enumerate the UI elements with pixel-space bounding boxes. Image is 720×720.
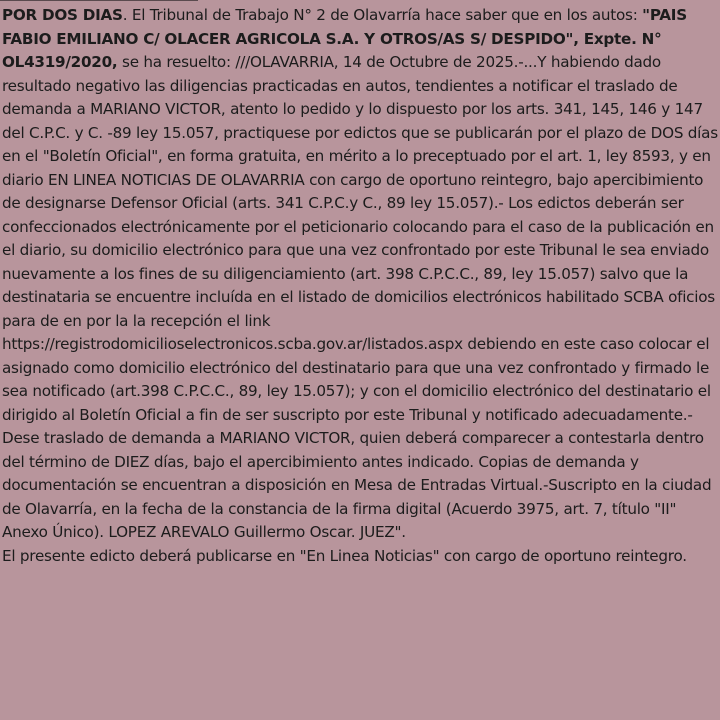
top-rule	[0, 0, 198, 1]
case-title: "PAIS FABIO EMILIANO C/ OLACER AGRICOLA S.A. Y OTROS/AS S/ DESPIDO", Expte. N° OL4319/2020,	[2, 6, 687, 71]
edict-closing: El presente edicto deberá publicarse en "En Linea Noticias" con cargo de oportuno reintegro.	[2, 546, 687, 565]
edict-heading: POR DOS DIAS	[2, 6, 123, 24]
edict-body: se ha resuelto: ///OLAVARRIA, 14 de Octubre de 2025.-...Y habiendo dado resultado negativo las diligencias practicadas en autos, tendientes a notificar el traslado de demanda a MARIANO VICTOR, atento lo pedido y lo dispuesto por los arts. 341, 145, 146 y 147 del C.P.C. y C. -89 ley 15.057, practiquese por edictos que se publicarán por el plazo de DOS días en el "Boletín Oficial", en forma gratuita, en mérito a lo preceptuado por el art. 1, ley 8593, y en diario EN LINEA NOTICIAS DE OLAVARRIA con cargo de oportuno reintegro, bajo apercibimiento de designarse Defensor Oficial (arts. 341 C.P.C.y C., 89 ley 15.057).- Los edictos deberán ser confeccionados electrónicamente por el peticionario colocando para el caso de la publicación en el diario, su domicilio electrónico para que una vez confrontado por este Tribunal le sea enviado nuevamente a los fines de su diligenciamiento (art. 398 C.P.C.C., 89, ley 15.057) salvo que la destinataria se encuentre incluída en el listado de domicilios electrónicos habilitado SCBA oficios para de en por la la recepción el link https://registrodomicilioselectronicos.scba.gov.ar/listados.aspx debiendo en este caso colocar el asignado como domicilio electrónico del destinatario para que una vez confrontado y firmado le sea notificado (art.398 C.P.C.C., 89, ley 15.057); y con el domicilio electrónico del destinatario el dirigido al Boletín Oficial a fin de ser suscripto por este Tribunal y notificado adecuadamente.- Dese traslado de demanda a MARIANO VICTOR, quien deberá comparecer a contestarla dentro del término de DIEZ días, bajo el apercibimiento antes indicado. Copias de demanda y documentación se encuentran a disposición en Mesa de Entradas Virtual.-Suscripto en la ciudad de Olavarría, en la fecha de la constancia de la firma digital (Acuerdo 3975, art. 7, título "II" Anexo Único). LOPEZ AREVALO Guillermo Oscar. JUEZ".	[2, 53, 718, 541]
edict-notice	[2, 4, 718, 568]
edict-paragraph	[2, 4, 718, 545]
edict-intro: . El Tribunal de Trabajo N° 2 de Olavarría hace saber que en los autos:	[122, 6, 643, 24]
